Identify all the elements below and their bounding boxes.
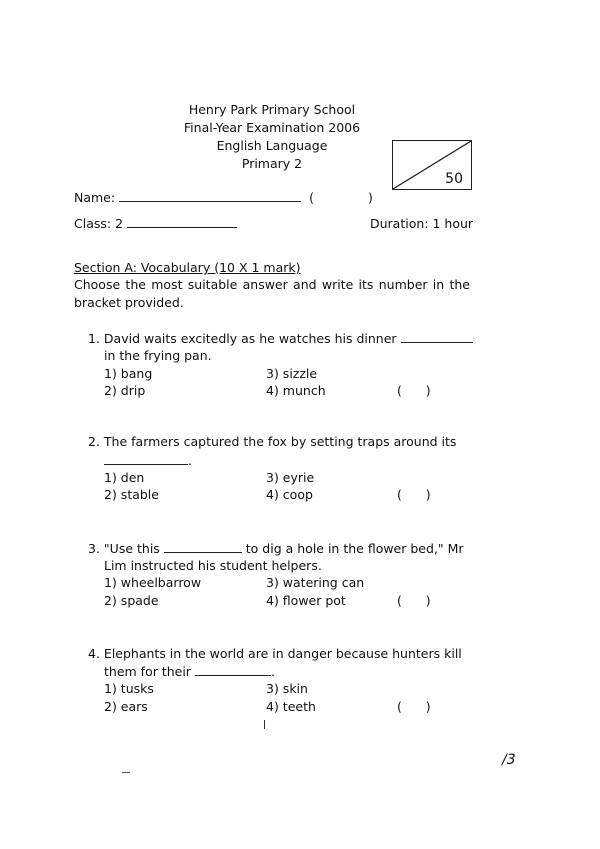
stray-mark — [264, 720, 265, 729]
answer-blank — [104, 452, 188, 465]
page-mark: /3 — [502, 752, 516, 768]
option-2: 2) spade — [104, 593, 159, 608]
question-3 — [88, 541, 464, 556]
duration: Duration: 1 hour — [370, 216, 474, 231]
answer-blank — [164, 552, 242, 553]
section-a-instruction-2: bracket provided. — [74, 295, 184, 310]
question-text-cont: to dig a hole in the flower bed," Mr — [245, 541, 464, 556]
question-text: David waits excitedly as he watches his dinner — [103, 331, 397, 346]
answer-bracket[interactable]: ( ) — [397, 593, 431, 608]
option-3: 3) sizzle — [266, 366, 318, 381]
score-box — [392, 140, 472, 190]
option-4: 4) munch — [266, 383, 326, 398]
stray-mark — [122, 772, 130, 773]
exam-title: Final-Year Examination 2006 — [183, 120, 361, 135]
answer-bracket[interactable]: ( ) — [397, 699, 431, 714]
score-total: 50 — [445, 171, 463, 187]
question-number: 4. — [88, 646, 100, 661]
subject-title: English Language — [216, 138, 328, 153]
question-4-line-2: them for their . — [104, 664, 275, 679]
answer-blank — [195, 675, 271, 676]
option-3: 3) watering can — [266, 575, 365, 590]
question-text: "Use this — [103, 541, 160, 556]
question-text: them for their — [104, 664, 191, 679]
question-1-line-2: in the frying pan. — [104, 348, 212, 363]
class-blank[interactable] — [127, 227, 237, 228]
level-title: Primary 2 — [241, 156, 303, 171]
question-number: 1. — [88, 331, 100, 346]
option-1: 1) wheelbarrow — [104, 575, 202, 590]
question-1 — [88, 331, 473, 346]
option-4: 4) coop — [266, 487, 313, 502]
option-2: 2) stable — [104, 487, 159, 502]
question-number: 2. — [88, 434, 100, 449]
question-number: 3. — [88, 541, 100, 556]
question-4 — [88, 646, 462, 661]
option-4: 4) flower pot — [266, 593, 346, 608]
section-a-title: Section A: Vocabulary (10 X 1 mark) — [74, 260, 301, 275]
name-label: Name: — [74, 190, 116, 205]
question-3-line-2: Lim instructed his student helpers. — [104, 558, 322, 573]
school-name: Henry Park Primary School — [188, 102, 356, 117]
name-bracket-close: ) — [368, 190, 373, 205]
option-1: 1) tusks — [104, 681, 154, 696]
option-3: 3) eyrie — [266, 470, 315, 485]
option-1: 1) bang — [104, 366, 153, 381]
answer-blank — [401, 342, 473, 343]
class-label: Class: 2 — [74, 216, 124, 231]
answer-bracket[interactable]: ( ) — [397, 383, 431, 398]
name-row — [74, 190, 314, 205]
option-1: 1) den — [104, 470, 145, 485]
option-4: 4) teeth — [266, 699, 316, 714]
question-text: Elephants in the world are in danger because hunters kill — [103, 646, 462, 661]
option-2: 2) drip — [104, 383, 146, 398]
option-2: 2) ears — [104, 699, 148, 714]
question-2 — [88, 434, 456, 449]
option-3: 3) skin — [266, 681, 308, 696]
question-text: The farmers captured the fox by setting traps around its — [103, 434, 457, 449]
question-2-line-2: . — [104, 452, 192, 468]
class-row — [74, 216, 237, 231]
name-blank[interactable] — [119, 201, 301, 202]
section-a-instruction-1: Choose the most suitable answer and write its number in the — [74, 277, 470, 292]
name-bracket-open: ( — [309, 190, 314, 205]
answer-bracket[interactable]: ( ) — [397, 487, 431, 502]
